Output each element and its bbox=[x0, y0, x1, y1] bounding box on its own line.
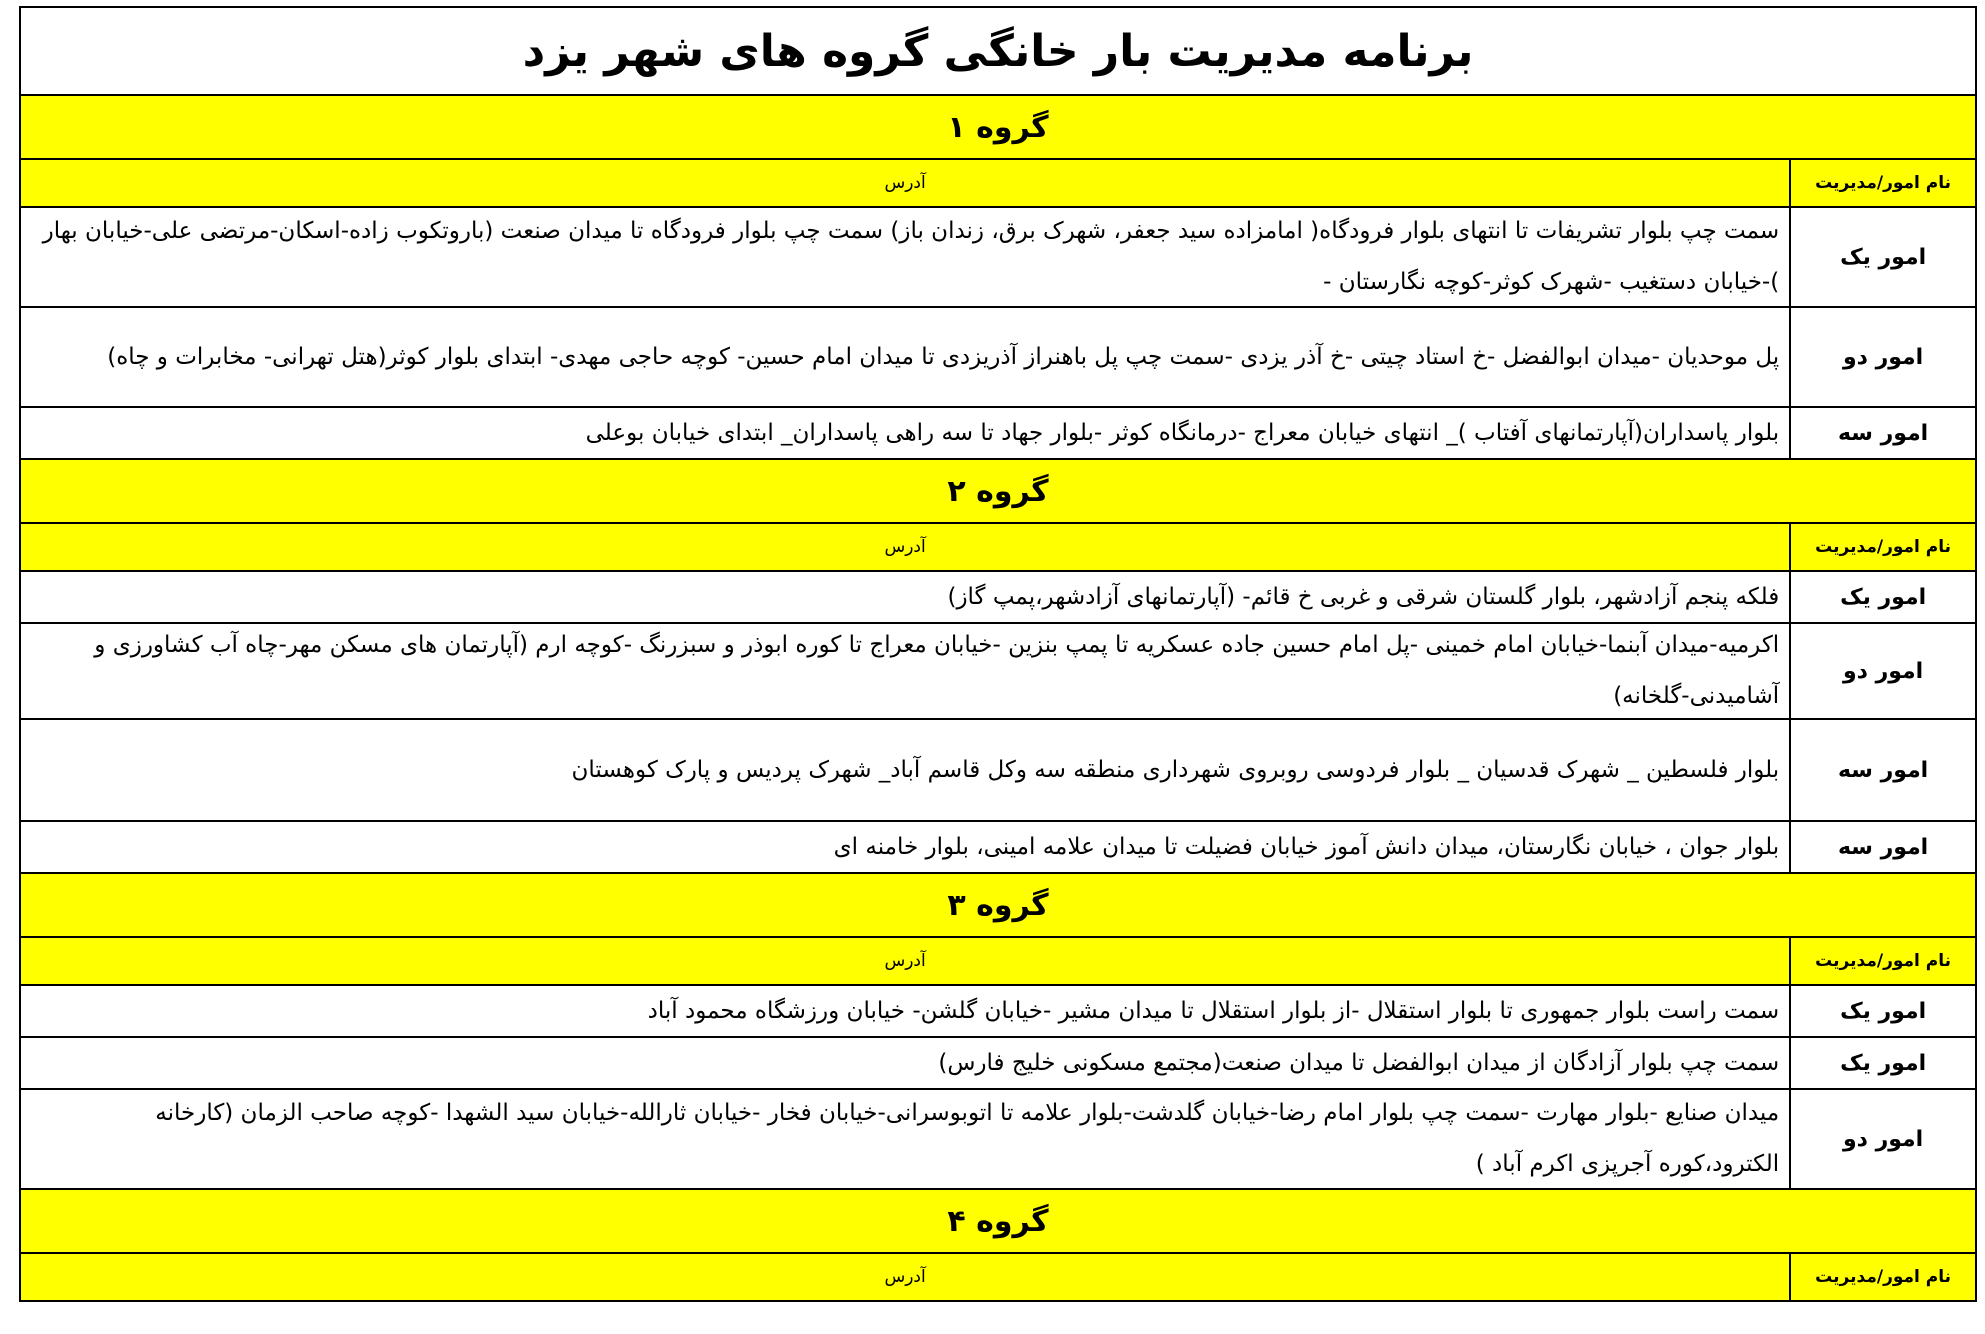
schedule-table bbox=[19, 6, 1977, 1302]
address-column-header: آدرس bbox=[21, 524, 1791, 572]
address-cell bbox=[21, 986, 1791, 1038]
division-name: امور یک bbox=[1791, 208, 1977, 308]
group-title: گروه ۱ bbox=[947, 109, 1049, 145]
group-header bbox=[21, 874, 1977, 938]
group-header bbox=[21, 96, 1977, 160]
page-title: برنامه مدیریت بار خانگی گروه های شهر یزد bbox=[522, 25, 1474, 77]
group-title-cell bbox=[21, 96, 1977, 160]
address-text: سمت راست بلوار جمهوری تا بلوار استقلال -از بلوار استقلال تا میدان مشیر -خیابان گلشن- خیابان ورزشگاه محمود آباد bbox=[647, 997, 1780, 1024]
name-column-header: نام امور/مدیریت bbox=[1791, 160, 1977, 208]
address-text: فلکه پنجم آزادشهر، بلوار گلستان شرقی و غربی خ قائم- (آپارتمانهای آزادشهر،پمپ گاز) bbox=[947, 583, 1780, 610]
division-name: امور دو bbox=[1791, 1090, 1977, 1190]
address-column-header: آدرس bbox=[21, 938, 1791, 986]
address-column-header: آدرس bbox=[21, 1254, 1791, 1302]
group-title: گروه ۲ bbox=[947, 473, 1049, 509]
column-header-row bbox=[21, 160, 1977, 208]
table-row bbox=[21, 822, 1977, 874]
column-header-row bbox=[21, 1254, 1977, 1302]
name-column-header: نام امور/مدیریت bbox=[1791, 1254, 1977, 1302]
division-name: امور یک bbox=[1791, 572, 1977, 624]
column-header-row bbox=[21, 938, 1977, 986]
division-name: امور سه bbox=[1791, 720, 1977, 822]
table-row bbox=[21, 624, 1977, 720]
address-cell bbox=[21, 572, 1791, 624]
title-cell bbox=[21, 8, 1977, 96]
group-title-cell bbox=[21, 874, 1977, 938]
division-name: امور دو bbox=[1791, 624, 1977, 720]
name-column-header: نام امور/مدیریت bbox=[1791, 938, 1977, 986]
address-text: میدان صنایع -بلوار مهارت -سمت چپ بلوار امام رضا-خیابان گلدشت-بلوار علامه تا اتوبوسرانی-خیابان فخار -خیابان ثارالله-خیابان سید الشهدا -کوچه صاحب الزمان (کارخانه الکترود،کوره آجرپزی اکرم آباد ) bbox=[155, 1100, 1780, 1177]
address-cell bbox=[21, 408, 1791, 460]
group-header bbox=[21, 1190, 1977, 1254]
address-cell bbox=[21, 1090, 1791, 1190]
name-column-header: نام امور/مدیریت bbox=[1791, 524, 1977, 572]
column-header-row bbox=[21, 524, 1977, 572]
address-text: بلوار فلسطین _ شهرک قدسیان _ بلوار فردوسی روبروی شهرداری منطقه سه وکل قاسم آباد_ شهرک پردیس و پارک کوهستان bbox=[571, 756, 1780, 783]
group-title-cell bbox=[21, 1190, 1977, 1254]
table-row bbox=[21, 986, 1977, 1038]
address-text: اکرمیه-میدان آبنما-خیابان امام خمینی -پل امام حسین جاده عسکریه تا پمپ بنزین -خیابان معراج تا کوره ابوذر و سبزرنگ -کوچه ارم (آپارتمان های مسکن مهر-چاه آب کشاورزی و آشامیدنی-گلخانه) bbox=[94, 632, 1780, 709]
address-cell bbox=[21, 624, 1791, 720]
address-text: بلوار جوان ، خیابان نگارستان، میدان دانش آموز خیابان فضیلت تا میدان علامه امینی، بلوار خامنه ای bbox=[833, 833, 1780, 860]
division-name: امور سه bbox=[1791, 408, 1977, 460]
address-text: بلوار پاسداران(آپارتمانهای آفتاب )_ انتهای خیابان معراج -درمانگاه کوثر -بلوار جهاد تا سه راهی پاسداران_ ابتدای خیابان بوعلی bbox=[585, 419, 1780, 446]
table-row bbox=[21, 572, 1977, 624]
group-title: گروه ۴ bbox=[947, 1203, 1049, 1239]
address-cell bbox=[21, 822, 1791, 874]
group-title-cell bbox=[21, 460, 1977, 524]
division-name: امور یک bbox=[1791, 986, 1977, 1038]
address-text: پل موحدیان -میدان ابوالفضل -خ استاد چیتی -خ آذر یزدی -سمت چپ پل باهنراز آذریزدی تا میدان امام حسین- کوچه حاجی مهدی- ابتدای بلوار کوثر(هتل تهرانی- مخابرات و چاه) bbox=[107, 343, 1780, 370]
table-row bbox=[21, 208, 1977, 308]
division-name: امور دو bbox=[1791, 308, 1977, 408]
division-name: امور سه bbox=[1791, 822, 1977, 874]
table-row bbox=[21, 1038, 1977, 1090]
address-cell bbox=[21, 308, 1791, 408]
division-name: امور یک bbox=[1791, 1038, 1977, 1090]
table-row bbox=[21, 720, 1977, 822]
address-cell bbox=[21, 720, 1791, 822]
group-header bbox=[21, 460, 1977, 524]
address-text: سمت چپ بلوار آزادگان از میدان ابوالفضل تا میدان صنعت(مجتمع مسکونی خلیج فارس) bbox=[938, 1049, 1780, 1076]
address-cell bbox=[21, 1038, 1791, 1090]
table-row bbox=[21, 1090, 1977, 1190]
address-cell bbox=[21, 208, 1791, 308]
address-column-header: آدرس bbox=[21, 160, 1791, 208]
title-row bbox=[21, 8, 1977, 96]
table-row bbox=[21, 308, 1977, 408]
group-title: گروه ۳ bbox=[947, 887, 1049, 923]
table-row bbox=[21, 408, 1977, 460]
address-text: سمت چپ بلوار تشریفات تا انتهای بلوار فرودگاه( امامزاده سید جعفر، شهرک برق، زندان باز) سمت چپ بلوار فرودگاه تا میدان صنعت (باروتکوب زاده-اسکان-مرتضی علی-خیابان بهار )-خیابان دستغیب -شهرک کوثر-کوچه نگارستان - bbox=[42, 218, 1780, 295]
